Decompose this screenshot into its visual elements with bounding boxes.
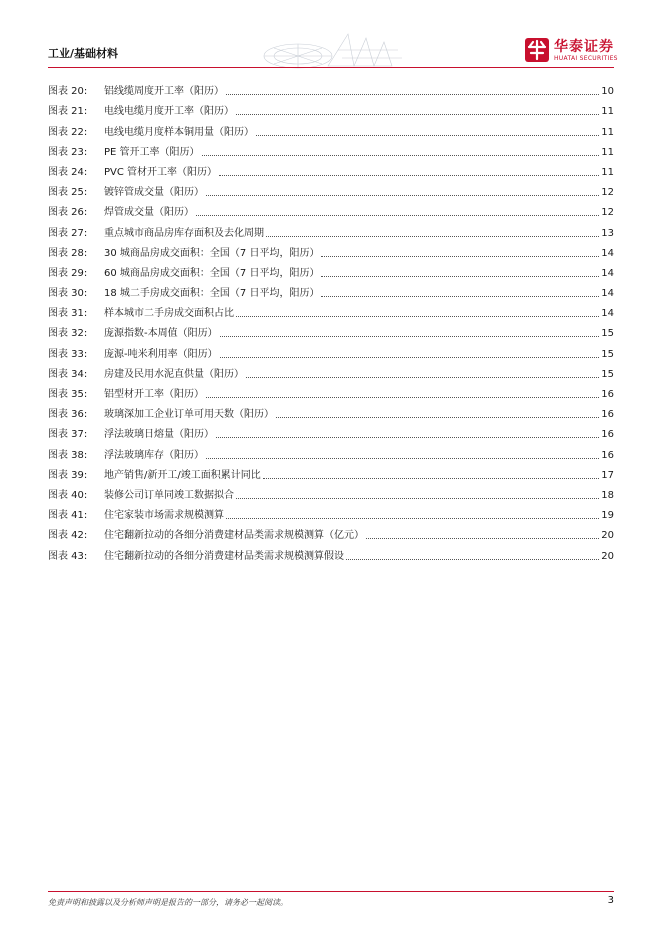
toc-dot-leader bbox=[220, 335, 600, 337]
toc-dot-leader bbox=[236, 315, 599, 317]
toc-dot-leader bbox=[346, 558, 599, 560]
toc-dot-leader bbox=[321, 255, 599, 257]
toc-dot-leader bbox=[196, 214, 599, 216]
toc-entry-label: 图表 23: bbox=[48, 146, 88, 158]
toc-entry-title: 铝型材开工率（阳历） bbox=[104, 389, 204, 400]
toc-entry[interactable] bbox=[48, 199, 614, 219]
toc-entry[interactable] bbox=[48, 98, 614, 118]
logo-text-en: HUATAI SECURITIES bbox=[554, 55, 618, 62]
toc-entry[interactable] bbox=[48, 300, 614, 320]
toc-entry-label: 图表 27: bbox=[48, 227, 88, 239]
toc-entry-title: 样本城市二手房成交面积占比 bbox=[104, 308, 234, 320]
toc-entry-label: 图表 37: bbox=[48, 429, 88, 441]
toc-entry-title: 住宅翻新拉动的各细分消费建材品类需求规模测算（亿元） bbox=[104, 530, 364, 542]
toc-entry-title: 电线电缆月度样本铜用量（阳历） bbox=[104, 126, 254, 138]
toc-entry[interactable] bbox=[48, 219, 614, 239]
toc-entry-page: 14 bbox=[601, 267, 614, 279]
toc-entry[interactable] bbox=[48, 522, 614, 542]
page-number: 3 bbox=[607, 895, 614, 906]
toc-entry[interactable] bbox=[48, 361, 614, 381]
toc-entry-page: 16 bbox=[601, 429, 614, 441]
toc-entry-page: 14 bbox=[601, 247, 614, 259]
toc-entry-page: 11 bbox=[601, 126, 614, 138]
toc-entry-page: 11 bbox=[601, 106, 614, 118]
toc-entry[interactable] bbox=[48, 441, 614, 461]
toc-entry-label: 图表 36: bbox=[48, 409, 88, 421]
toc-entry[interactable] bbox=[48, 502, 614, 522]
toc-entry[interactable] bbox=[48, 179, 614, 199]
toc-entry[interactable] bbox=[48, 118, 614, 138]
toc-dot-leader bbox=[236, 113, 599, 115]
toc-entry-label: 图表 26: bbox=[48, 207, 88, 219]
toc-entry[interactable] bbox=[48, 240, 614, 260]
toc-entry-title: 镀锌管成交量（阳历） bbox=[104, 187, 204, 199]
toc-dot-leader bbox=[246, 376, 599, 378]
toc-entry-label: 图表 35: bbox=[48, 389, 88, 400]
toc-dot-leader bbox=[366, 537, 599, 539]
toc-entry[interactable] bbox=[48, 139, 614, 159]
footer-disclaimer: 免责声明和披露以及分析师声明是报告的一部分，请务必一起阅读。 bbox=[48, 898, 288, 907]
toc-entry-page: 11 bbox=[601, 166, 614, 178]
toc-entry-label: 图表 33: bbox=[48, 348, 88, 360]
toc-entry-page: 18 bbox=[601, 489, 614, 501]
toc-entry-page: 20 bbox=[601, 530, 614, 542]
toc-entry-label: 图表 22: bbox=[48, 126, 88, 138]
toc-entry[interactable] bbox=[48, 340, 614, 360]
toc-entry-page: 14 bbox=[601, 308, 614, 320]
toc-dot-leader bbox=[206, 194, 599, 196]
toc-entry[interactable] bbox=[48, 381, 614, 401]
toc-dot-leader bbox=[206, 396, 599, 398]
section-title: 工业/基础材料 bbox=[48, 47, 119, 60]
toc-entry-page: 11 bbox=[601, 146, 614, 158]
toc-dot-leader bbox=[226, 517, 599, 519]
toc-entry-page: 12 bbox=[601, 207, 614, 219]
toc-dot-leader bbox=[256, 134, 599, 136]
toc-entry-title: 60 城商品房成交面积：全国（7 日平均，阳历） bbox=[104, 267, 320, 279]
toc-entry-title: 住宅家装市场需求规模测算 bbox=[104, 510, 224, 522]
logo-text-cn: 华泰证券 bbox=[554, 39, 614, 55]
toc-dot-leader bbox=[216, 436, 599, 438]
toc-dot-leader bbox=[202, 154, 600, 156]
toc-entry-page: 15 bbox=[601, 328, 614, 340]
toc-dot-leader bbox=[321, 295, 599, 297]
toc-entry-label: 图表 25: bbox=[48, 187, 88, 199]
toc-entry-label: 图表 29: bbox=[48, 267, 88, 279]
toc-entry-title: 焊管成交量（阳历） bbox=[104, 207, 194, 219]
footer-divider bbox=[48, 891, 614, 892]
toc-entry-label: 图表 41: bbox=[48, 510, 88, 522]
toc-entry[interactable] bbox=[48, 401, 614, 421]
toc-entry-page: 16 bbox=[601, 389, 614, 400]
toc-entry-title: 玻璃深加工企业订单可用天数（阳历） bbox=[104, 409, 274, 421]
toc-entry-page: 19 bbox=[601, 510, 614, 522]
toc-entry-title: 庞源指数-本周值（阳历） bbox=[104, 328, 218, 340]
toc-dot-leader bbox=[276, 416, 599, 418]
toc-entry[interactable] bbox=[48, 421, 614, 441]
toc-entry-title: 住宅翻新拉动的各细分消费建材品类需求规模测算假设 bbox=[104, 550, 344, 562]
toc-entry-page: 10 bbox=[601, 86, 614, 98]
toc-entry-label: 图表 31: bbox=[48, 308, 88, 320]
toc-entry-label: 图表 21: bbox=[48, 106, 88, 118]
toc-entry-title: 浮法玻璃库存（阳历） bbox=[104, 449, 204, 461]
toc-entry[interactable] bbox=[48, 462, 614, 482]
toc-entry-page: 20 bbox=[601, 550, 614, 562]
toc-entry-label: 图表 40: bbox=[48, 489, 88, 501]
toc-dot-leader bbox=[236, 497, 599, 499]
toc-dot-leader bbox=[321, 275, 599, 277]
toc-entry-page: 15 bbox=[601, 348, 614, 360]
toc-dot-leader bbox=[263, 477, 600, 479]
toc-entry-label: 图表 28: bbox=[48, 247, 88, 259]
toc-entry-page: 17 bbox=[601, 469, 614, 481]
toc-entry[interactable] bbox=[48, 260, 614, 280]
toc-entry-label: 图表 24: bbox=[48, 166, 88, 178]
toc-entry-label: 图表 20: bbox=[48, 86, 88, 98]
toc-entry-label: 图表 43: bbox=[48, 550, 88, 562]
toc-entry-title: 浮法玻璃日熔量（阳历） bbox=[104, 429, 214, 441]
toc-entry-page: 16 bbox=[601, 409, 614, 421]
toc-entry[interactable] bbox=[48, 542, 614, 562]
toc-entry-page: 14 bbox=[601, 288, 614, 300]
toc-dot-leader bbox=[266, 235, 599, 237]
toc-entry-title: 房建及民用水泥直供量（阳历） bbox=[104, 368, 244, 380]
toc-entry-title: 重点城市商品房库存面积及去化周期 bbox=[104, 227, 264, 239]
toc-entry-title: 地产销售/新开工/竣工面积累计同比 bbox=[104, 469, 261, 481]
toc-dot-leader bbox=[220, 356, 600, 358]
toc-dot-leader bbox=[206, 457, 599, 459]
toc-entry[interactable] bbox=[48, 482, 614, 502]
toc-entry-title: PVC 管材开工率（阳历） bbox=[104, 166, 218, 178]
toc-entry-title: 铝线缆周度开工率（阳历） bbox=[104, 86, 224, 98]
toc-entry[interactable] bbox=[48, 280, 614, 300]
toc-entry-page: 15 bbox=[601, 368, 614, 380]
header-decoration bbox=[258, 28, 408, 70]
toc-dot-leader bbox=[226, 93, 599, 95]
toc-entry-label: 图表 38: bbox=[48, 449, 88, 461]
toc-entry-title: 电线电缆月度开工率（阳历） bbox=[104, 106, 234, 118]
toc-entry-label: 图表 34: bbox=[48, 368, 88, 380]
huatai-logo-icon bbox=[524, 37, 550, 63]
toc-entry-label: 图表 30: bbox=[48, 288, 88, 300]
toc-entry[interactable] bbox=[48, 320, 614, 340]
toc-entry-page: 16 bbox=[601, 449, 614, 461]
toc-entry-page: 13 bbox=[601, 227, 614, 239]
header-divider bbox=[48, 67, 614, 68]
toc-entry-title: 30 城商品房成交面积：全国（7 日平均，阳历） bbox=[104, 247, 320, 259]
toc-entry-title: 庞源-吨米利用率（阳历） bbox=[104, 348, 218, 360]
toc-entry[interactable] bbox=[48, 159, 614, 179]
toc-entry-label: 图表 39: bbox=[48, 469, 88, 481]
brand-logo bbox=[524, 36, 620, 66]
toc-entry-page: 12 bbox=[601, 187, 614, 199]
toc-entry-title: 18 城二手房成交面积：全国（7 日平均，阳历） bbox=[104, 288, 320, 300]
toc-entry-label: 图表 32: bbox=[48, 328, 88, 340]
toc-entry[interactable] bbox=[48, 78, 614, 98]
table-of-figures bbox=[48, 78, 614, 563]
toc-entry-title: PE 管开工率（阳历） bbox=[104, 146, 200, 158]
toc-entry-label: 图表 42: bbox=[48, 530, 88, 542]
toc-entry-title: 装修公司订单同竣工数据拟合 bbox=[104, 489, 234, 501]
toc-dot-leader bbox=[219, 174, 599, 176]
